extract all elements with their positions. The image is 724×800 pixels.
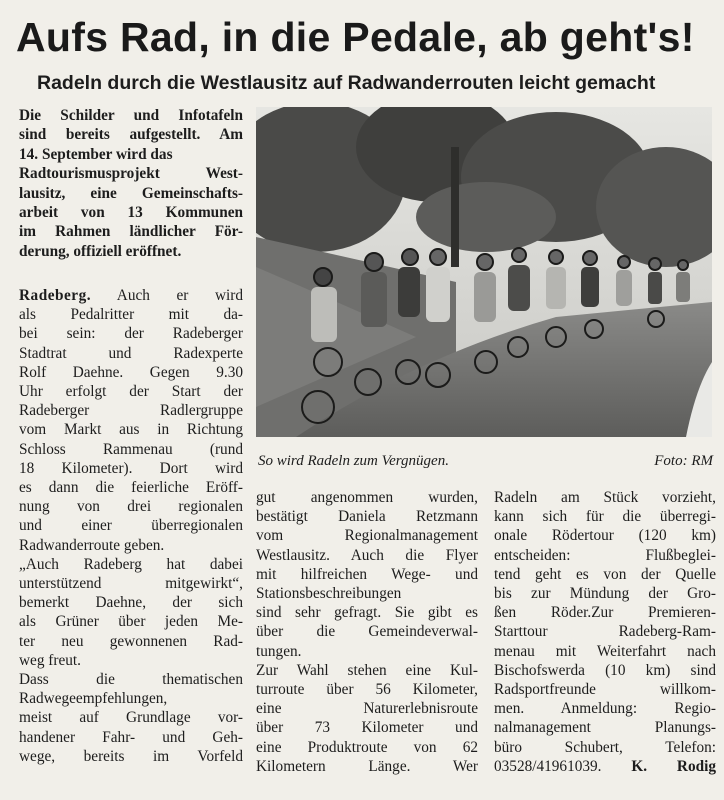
- body-line: Radeberger Radlergruppe: [19, 402, 243, 420]
- body-line: mit hilfreichen Wege- und: [256, 565, 478, 583]
- body-line: meist auf Grundlage vor-: [19, 709, 243, 727]
- body-line: wege, bereits im Vorfeld: [19, 747, 243, 765]
- body-line: als Grüner über jeden Me-: [19, 613, 243, 631]
- body-line: Radsportfreunde willkom-: [494, 681, 716, 699]
- body-line: Bischofswerda (10 km) sind: [494, 661, 716, 679]
- body-line: kann sich für die überregi-: [494, 508, 716, 526]
- body-line: unterstützend mitgewirkt“,: [19, 575, 243, 593]
- body-line: men. Anmeldung: Regio-: [494, 700, 716, 718]
- body-line: [494, 757, 716, 776]
- body-line: handener Fahr- und Geh-: [19, 728, 243, 746]
- body-line: bei sein: der Radeberger: [19, 325, 243, 343]
- body-line-text: 03528/41961039.: [494, 757, 602, 775]
- lead-line: arbeit von 13 Kommunen: [19, 204, 243, 222]
- lead-line: lausitz, eine Gemeinschafts-: [19, 184, 243, 202]
- body-line: als Pedalritter mit da-: [19, 306, 243, 324]
- body-line: [19, 286, 243, 305]
- body-line: ter neu gewonnenen Rad-: [19, 632, 243, 650]
- body-line: Starttour Radeberg-Ram-: [494, 623, 716, 641]
- body-line: und einer überregionalen: [19, 517, 243, 535]
- lead-line: Die Schilder und Infotafeln: [19, 107, 243, 124]
- body-column-1: [19, 286, 243, 766]
- body-line: bemerkt Daehne, der sich: [19, 594, 243, 612]
- body-line: weg freut.: [19, 651, 82, 669]
- body-line: eine Naturerlebnisroute: [256, 700, 478, 718]
- dateline: Radeberg.: [19, 287, 92, 304]
- body-line: Schloss Rammenau (rund: [19, 440, 243, 458]
- photo-credit: Foto: RM: [654, 453, 713, 469]
- body-line: Stadtrat und Radexperte: [19, 344, 243, 362]
- body-line: Zur Wahl stehen eine Kul-: [256, 661, 478, 679]
- lead-line: derung, offiziell eröffnet.: [19, 242, 182, 260]
- body-column-3: [494, 488, 716, 776]
- body-line: nalmanagement Planungs-: [494, 719, 716, 737]
- body-line-text: Auch er wird: [116, 287, 243, 304]
- body-line: ßen Röder.Zur Premieren-: [494, 604, 716, 622]
- body-line: entscheiden: Flußbeglei-: [494, 546, 716, 564]
- body-line: nung von drei regionalen: [19, 498, 243, 516]
- body-line: eine Produktroute von 62: [256, 738, 478, 756]
- body-line: „Auch Radeberg hat dabei: [19, 555, 243, 573]
- article-photo-cyclists: [256, 107, 712, 437]
- author-signature: K. Rodig: [631, 757, 716, 775]
- lead-line: sind bereits aufgestellt. Am: [19, 126, 243, 144]
- body-line: Uhr erfolgt der Start der: [19, 383, 243, 401]
- body-line: vom Regionalmanagement: [256, 527, 478, 545]
- body-line: 18 Kilometer). Dort wird: [19, 459, 243, 477]
- headline: Aufs Rad, in die Pedale, ab geht's!: [16, 14, 695, 60]
- body-line: tungen.: [256, 642, 302, 660]
- lead-paragraph: [19, 106, 243, 261]
- body-column-2: [256, 488, 478, 776]
- body-line: Radwegeempfehlungen,: [19, 690, 168, 708]
- lead-line: im Rahmen ländlicher För-: [19, 223, 243, 241]
- lead-line: 14. September wird das: [19, 145, 173, 163]
- body-line: Westlausitz. Auch die Flyer: [256, 546, 478, 564]
- body-line: turroute über 56 Kilometer,: [256, 681, 478, 699]
- lead-line: Radtourismusprojekt West-: [19, 165, 243, 183]
- subheadline: Radeln durch die Westlausitz auf Radwanderrouten leicht gemacht: [37, 72, 656, 94]
- body-line: Rolf Daehne. Gegen 9.30: [19, 363, 243, 381]
- body-line: gut angenommen wurden,: [256, 489, 478, 506]
- body-line: onale Rödertour (120 km): [494, 527, 716, 545]
- body-line: büro Schubert, Telefon:: [494, 738, 716, 756]
- body-line: Kilometern Länge. Wer: [256, 757, 478, 775]
- body-line: bis zur Mündung der Gro-: [494, 585, 716, 603]
- photo-illustration: [256, 107, 712, 437]
- body-line: Dass die thematischen: [19, 671, 243, 689]
- body-line: Stationsbeschreibungen: [256, 585, 402, 603]
- body-line: bestätigt Daniela Retzmann: [256, 508, 478, 526]
- body-line: sind sehr gefragt. Sie gibt es: [256, 604, 478, 622]
- body-line: Radeln am Stück vorzieht,: [494, 489, 716, 506]
- body-line: vom Markt aus in Richtung: [19, 421, 243, 439]
- body-line: menau mit Weiterfahrt nach: [494, 642, 716, 660]
- photo-caption: So wird Radeln zum Vergnügen.: [258, 453, 449, 469]
- body-line: über 73 Kilometer und: [256, 719, 478, 737]
- body-line: es dann die feierliche Eröff-: [19, 479, 243, 497]
- body-line: über die Gemeindeverwal-: [256, 623, 478, 641]
- body-line: tend geht es von der Quelle: [494, 565, 716, 583]
- body-line: Radwanderroute geben.: [19, 536, 165, 554]
